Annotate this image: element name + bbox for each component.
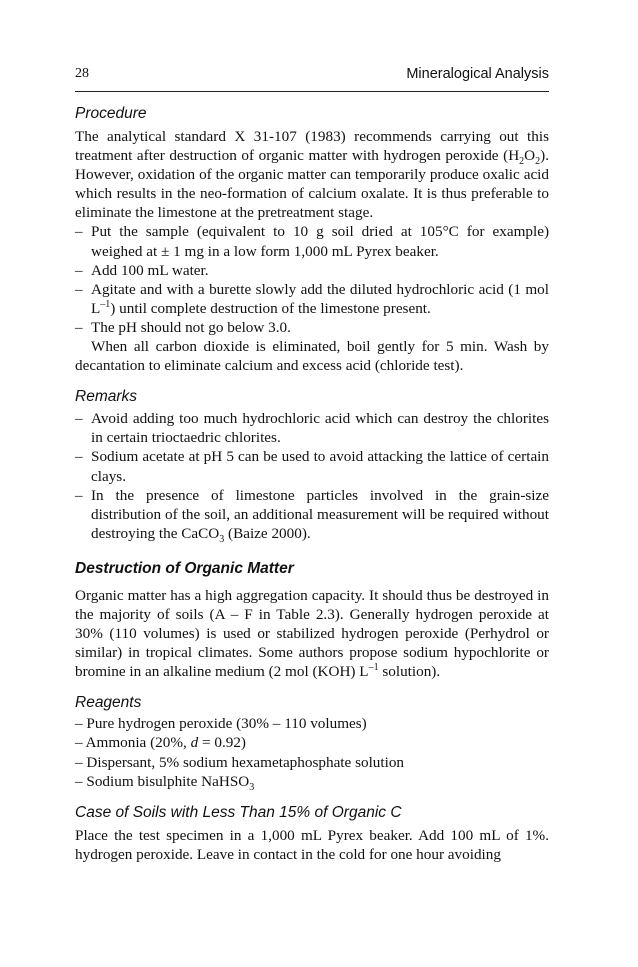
- dash-bullet: –: [75, 448, 83, 466]
- list-item: – Dispersant, 5% sodium hexametaphosphate solution: [75, 753, 405, 771]
- procedure-intro: The analytical standard X 31-107 (1983) recommends carrying out this treatment after destruction of organic matter with hydrogen peroxide $(H_2O_2)$. However, oxidation of the organic matter can temporarily produce oxalic acid which results in the neo-formation of calcium oxalate. It is thus preferable to eliminate the limestone at the pretreatment stage.: [75, 128, 549, 222]
- destruction-paragraph: Organic matter has a high aggregation capacity. It should thus be destroyed in the majority of soils (A – F in Table 2.3). Generally hydrogen peroxide at 30% (110 volumes) is used or stabilized hydrogen peroxide (Perhydrol or similar) in tropical climates. Some authors propose sodium hypochlorite or bromine in an alkaline medium (2 mol (KOH) $L^{-1}$ solution).: [75, 586, 549, 681]
- running-title: Mineralogical Analysis: [406, 66, 549, 82]
- reagents-heading: Reagents: [75, 694, 142, 712]
- list-item: – Pure hydrogen peroxide (30% – 110 volumes): [75, 715, 367, 733]
- dash-bullet: –: [75, 486, 83, 504]
- procedure-heading: Procedure: [75, 105, 147, 122]
- page-body: [75, 103, 549, 864]
- page-header: [75, 66, 549, 88]
- destruction-heading: Destruction of Organic Matter: [75, 559, 294, 577]
- case-heading: Case of Soils with Less Than 15% of Organic C: [75, 803, 402, 821]
- page-number: 28: [75, 66, 89, 81]
- dash-bullet: –: [75, 318, 83, 336]
- list-item: – In the presence of limestone particles involved in the grain-size distribution of the soil, an additional measurement will be required without destroying the CaCO$_3$ (Baize 2000).: [75, 486, 549, 545]
- reagents-list: [75, 714, 549, 793]
- header-rule: [75, 91, 549, 92]
- list-item: – Add 100 mL water.: [75, 261, 209, 279]
- case-paragraph: Place the test specimen in a 1,000 mL Pyrex beaker. Add 100 mL of 1%. hydrogen peroxide. Leave in contact in the cold for one hour avoiding: [75, 826, 549, 863]
- dash-bullet: –: [75, 410, 83, 428]
- dash-bullet: –: [75, 280, 83, 298]
- list-item: – Ammonia (20%, d = 0.92): [75, 734, 246, 752]
- remarks-heading: Remarks: [75, 388, 138, 406]
- list-item: – Avoid adding too much hydrochloric acid which can destroy the chlorites in certain trioctaedric chlorites.: [75, 410, 549, 447]
- procedure-closing: When all carbon dioxide is eliminated, boil gently for 5 min. Wash by decantation to eliminate calcium and excess acid (chloride test).: [75, 338, 549, 375]
- list-item: – The pH should not go below 3.0.: [75, 318, 291, 336]
- procedure-steps: [75, 222, 549, 337]
- remarks-list: [75, 409, 549, 543]
- list-item: – Put the sample (equivalent to 10 g soil dried at 105°C for example) weighed at ± 1 mg in a low form 1,000 mL Pyrex beaker.: [75, 223, 549, 260]
- dash-bullet: –: [75, 261, 83, 279]
- list-item: – Sodium bisulphite NaHSO$_3$: [75, 772, 255, 793]
- list-item: – Agitate and with a burette slowly add the diluted hydrochloric acid (1 mol $L^{-1}$) until complete destruction of the limestone present.: [75, 280, 549, 317]
- list-item: – Sodium acetate at pH 5 can be used to avoid attacking the lattice of certain clays.: [75, 448, 549, 485]
- dash-bullet: –: [75, 223, 83, 241]
